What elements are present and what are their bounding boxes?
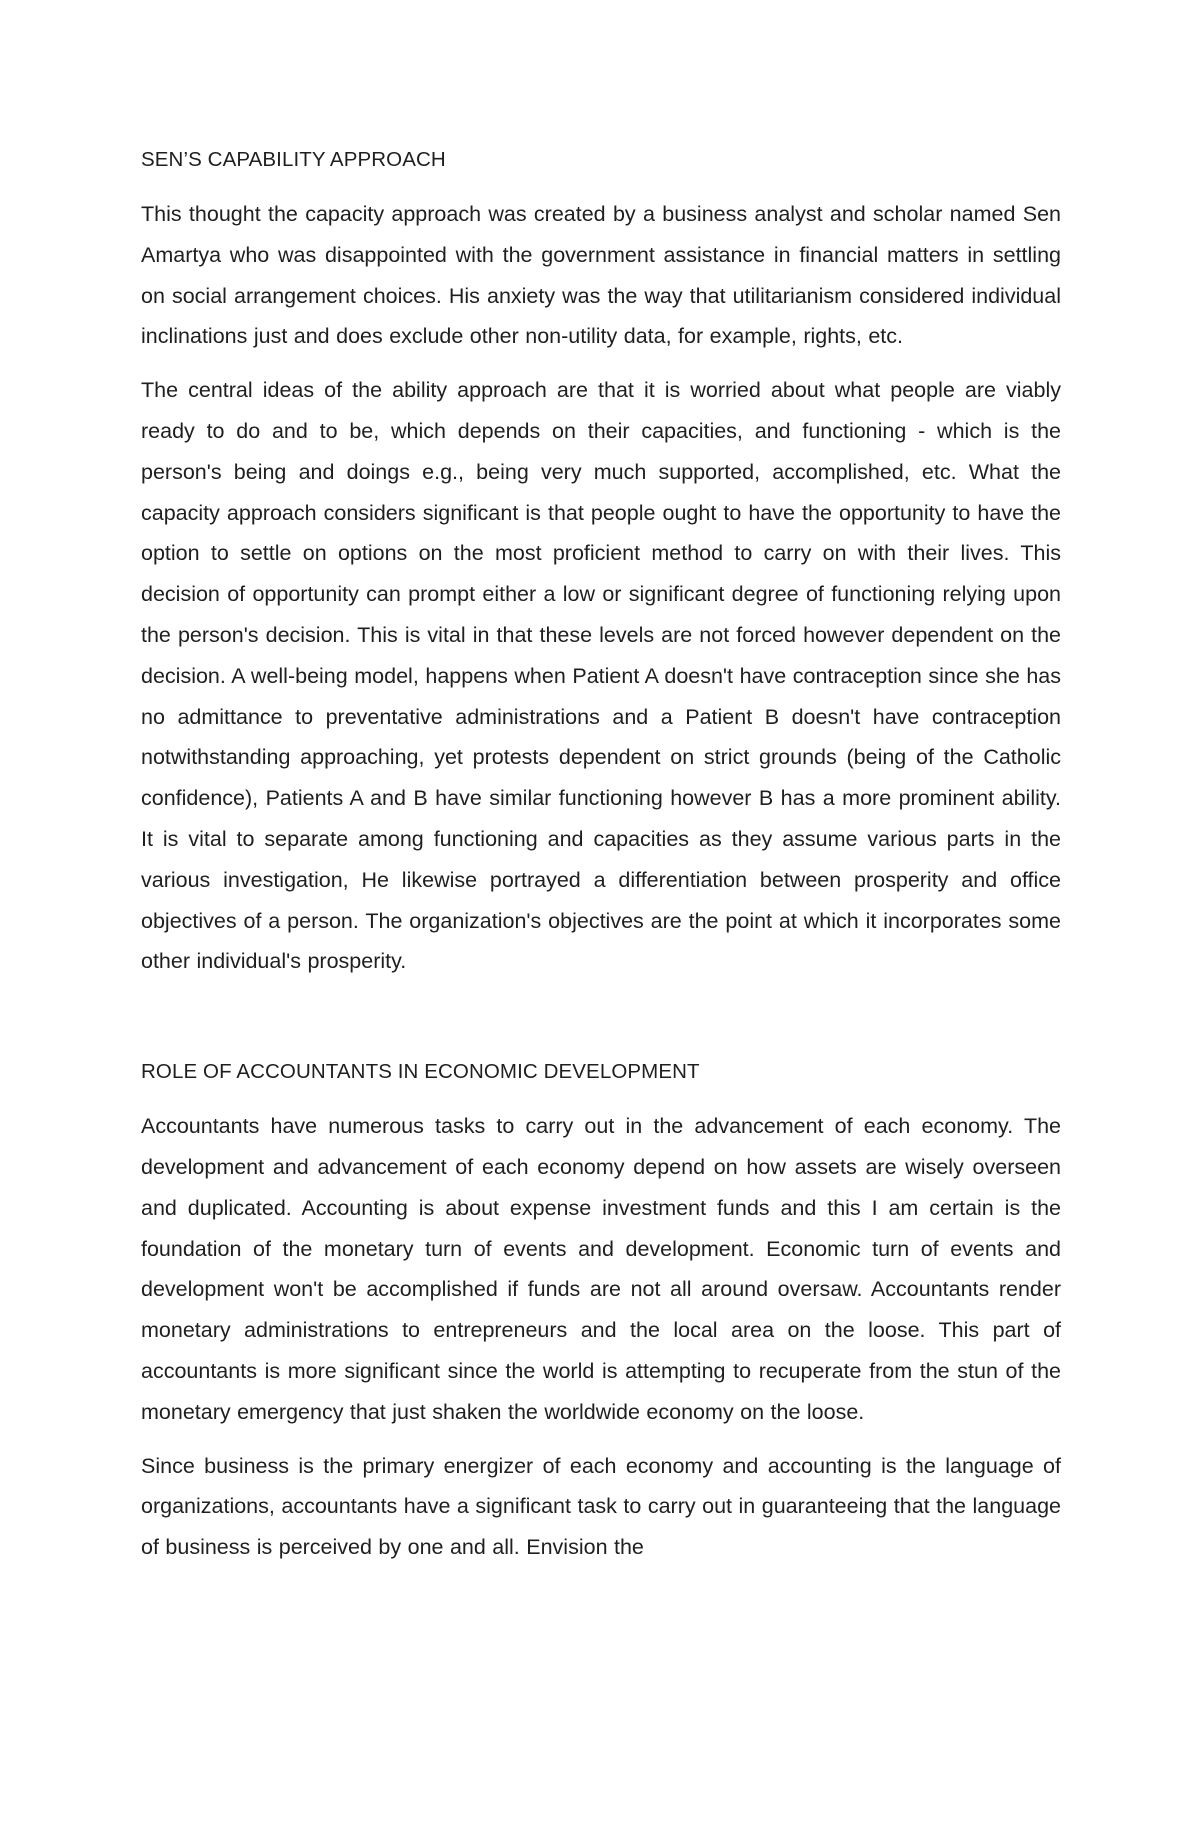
paragraph: Accountants have numerous tasks to carry out in the advancement of each economy. The development and advancement of each economy depend on how assets are wisely overseen and duplicated. Accounting is about expense investment funds and this I am certain is the foundation of the monetary turn of events and development. Economic turn of events and development won't be accomplished if funds are not all around oversaw. Accountants render monetary administrations to entrepreneurs and the local area on the loose. This part of accountants is more significant since the world is attempting to recuperate from the stun of the monetary emergency that just shaken the worldwide economy on the loose.	[141, 1114, 1061, 1424]
section-divider	[141, 995, 1061, 1051]
section-role-of-accountants	[141, 1051, 1061, 1568]
paragraph: Since business is the primary energizer of each economy and accounting is the language of organizations, accountants have a significant task to carry out in guaranteeing that the language of business is perceived by one and all. Envision the	[141, 1453, 1061, 1560]
paragraph: The central ideas of the ability approach are that it is worried about what people are viably ready to do and to be, which depends on their capacities, and functioning - which is the person's being and doings e.g., being very much supported, accomplished, etc. What the capacity approach considers significant is that people ought to have the opportunity to have the option to settle on options on the most proficient method to carry on with their lives. This decision of opportunity can prompt either a low or significant degree of functioning relying upon the person's decision. This is vital in that these levels are not forced however dependent on the decision. A well-being model, happens when Patient A doesn't have contraception since she has no admittance to preventative administrations and a Patient B doesn't have contraception notwithstanding approaching, yet protests dependent on strict grounds (being of the Catholic confidence), Patients A and B have similar functioning however B has a more prominent ability. It is vital to separate among functioning and capacities as they assume various parts in the various investigation, He likewise portrayed a differentiation between prosperity and office objectives of a person. The organization's objectives are the point at which it incorporates some other individual's prosperity.	[141, 378, 1061, 974]
section-heading: ROLE OF ACCOUNTANTS IN ECONOMIC DEVELOPMENT	[141, 1060, 700, 1084]
section-sen-capability	[141, 139, 1061, 982]
section-heading: SEN’S CAPABILITY APPROACH	[141, 148, 446, 171]
paragraph: This thought the capacity approach was created by a business analyst and scholar named Sen Amartya who was disappointed with the government assistance in financial matters in settling on social arrangement choices. His anxiety was the way that utilitarianism considered individual inclinations just and does exclude other non-utility data, for example, rights, etc.	[141, 202, 1061, 349]
document-body	[141, 139, 1061, 1581]
